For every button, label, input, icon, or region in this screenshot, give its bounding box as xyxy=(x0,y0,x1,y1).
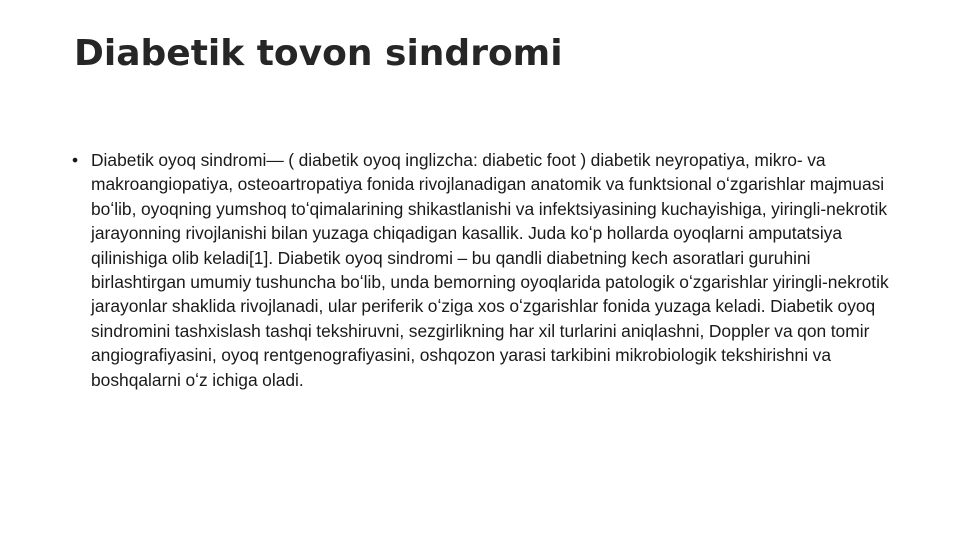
bullet-item xyxy=(72,148,892,392)
slide-body xyxy=(72,148,892,392)
slide-title: Diabetik tovon sindromi xyxy=(74,33,563,74)
bullet-symbol: • xyxy=(72,150,79,170)
bullet-text: Diabetik oyoq sindromi— ( diabetik oyoq inglizcha: diabetic foot ) diabetik neyropatiya, mikro- va makroangiopatiya, osteoartropatiya fonida rivojlanadigan anatomik va funktsional oʻzgarishlar majmuasi boʻlib, oyoqning yumshoq toʻqimalarining shikastlanishi va infektsiyasining kuchayishiga, yiringli-nekrotik jarayonning rivojlanishi bilan yuzaga chiqadigan kasallik. Juda koʻp hollarda oyoqlarni amputatsiya qilinishiga olib keladi[1]. Diabetik oyoq sindromi – bu qandli diabetning kech asoratlari guruhini birlashtirgan umumiy tushuncha boʻlib, unda bemorning oyoqlarida patologik oʻzgarishlar yiringli-nekrotik jarayonlar shaklida rivojlanadi, ular periferik oʻziga xos oʻzgarishlar fonida yuzaga keladi. Diabetik oyoq sindromini tashxislash tashqi tekshiruvni, sezgirlikning har xil turlarini aniqlashni, Doppler va qon tomir angiografiyasini, oyoq rentgenografiyasini, oshqozon yarasi tarkibini mikrobiologik tekshirishni va boshqalarni oʻz ichiga oladi. xyxy=(91,150,889,390)
